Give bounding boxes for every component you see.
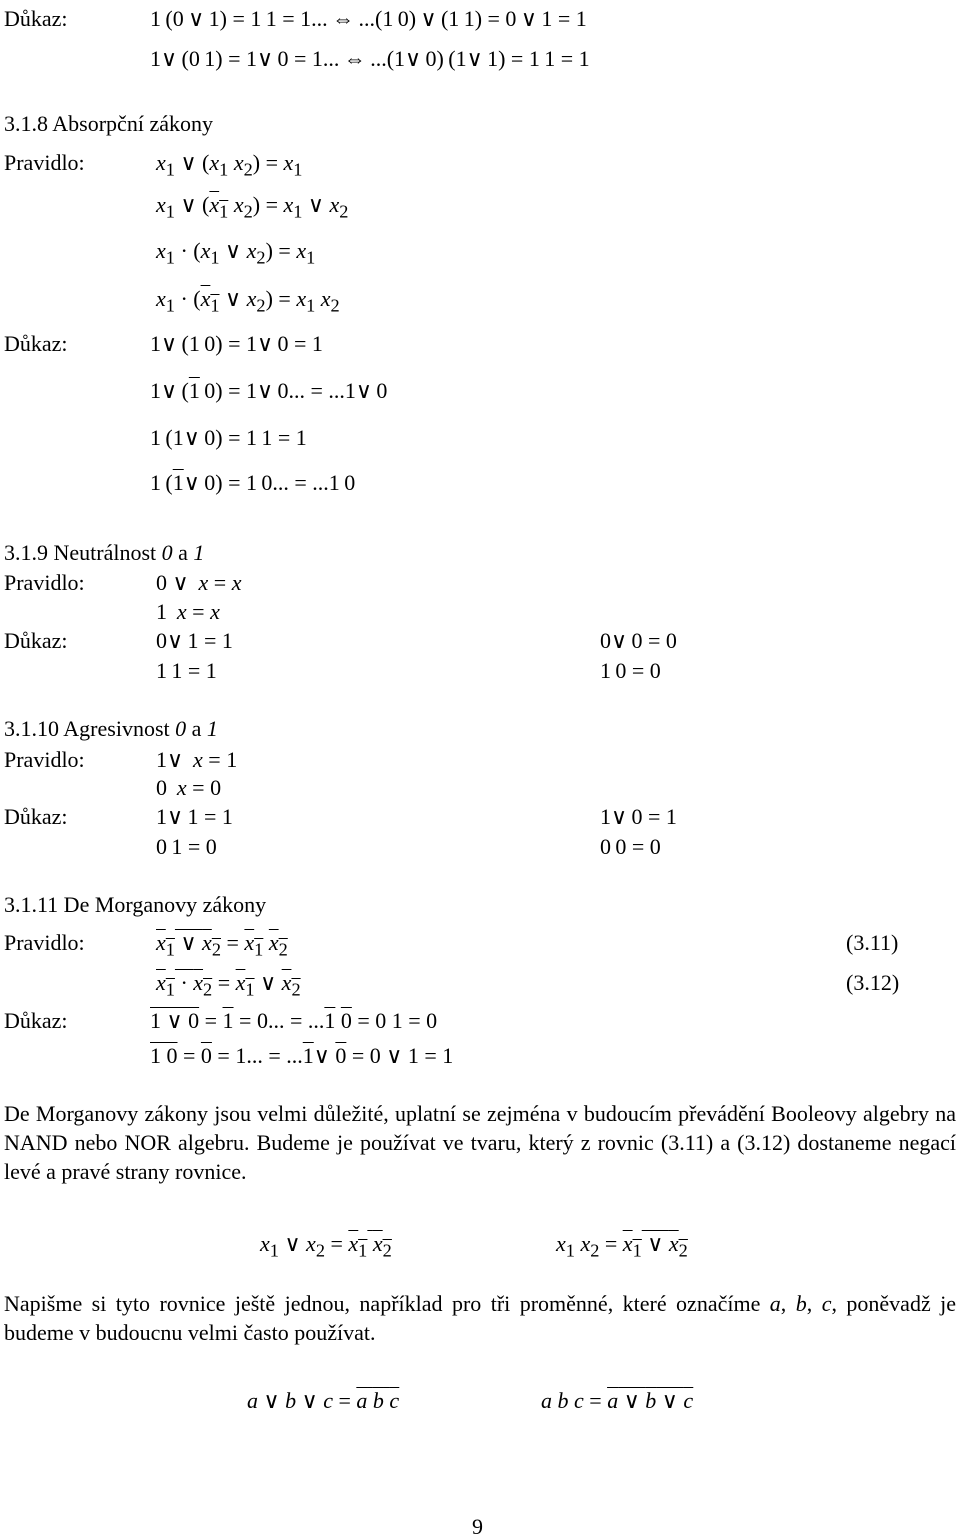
body-paragraph-1: De Morganovy zákony jsou velmi důležité, uplatní se zejména v budoucím převádění Booleovy algebry na NAND nebo NOR algebru. Budeme je používat ve tvaru, který z rovnic (3.11) a (3.12) dostaneme negací levé a pravé strany rovnice.: [4, 1101, 956, 1184]
absorption-proof-2: 1∨ (1 0) = 1∨ 0... = ...1∨ 0: [150, 378, 388, 403]
equation-number: (3.11): [846, 930, 899, 955]
proof-label: Důkaz:: [4, 804, 68, 829]
aggressive-rule-2: 0 x = 0: [156, 775, 222, 800]
aggressive-proof-2: 0 1 = 0: [156, 834, 217, 859]
proof-label: Důkaz:: [4, 1008, 68, 1033]
rule-label: Pravidlo:: [4, 150, 85, 175]
neutral-proof-1: 0∨ 1 = 1: [156, 628, 233, 653]
neutral-rule-1: 0 ∨ x = x: [156, 570, 242, 595]
three-variable-equation-1: a ∨ b ∨ c = a b c: [247, 1388, 400, 1413]
proof-formula-1: 1 (0 ∨ 1) = 1 1 = 1... ⇔ ...(1 0) ∨ (1 1) = 0 ∨ 1 = 1: [150, 6, 587, 31]
demorgan-rule-1: $x_1$ ∨ $x_2 = x_1$ $x_2$: [156, 930, 288, 960]
aggressive-proof-3: 1∨ 0 = 1: [600, 804, 677, 829]
neutral-proof-3: 0∨ 0 = 0: [600, 628, 677, 653]
neutral-proof-2: 1 1 = 1: [156, 658, 217, 683]
absorption-proof-3: 1 (1∨ 0) = 1 1 = 1: [150, 425, 307, 450]
rule-label: Pravidlo:: [4, 570, 85, 595]
equation-number: (3.12): [846, 970, 900, 995]
page-number: 9: [472, 1514, 483, 1539]
absorption-rule-1: $x_1$ ∨ ($x_1$ $x_2) = x_1$: [156, 150, 303, 180]
rule-label: Pravidlo:: [4, 747, 85, 772]
body-paragraph-2: Napišme si tyto rovnice ještě jednou, například pro tři proměnné, které označíme a, b, c, poněvadž je budeme v budoucnu velmi často používat.: [4, 1291, 957, 1345]
absorption-rule-4: $x_1 \cdot (x_1$ ∨ $x_2) = x_1$ $x_2$: [156, 286, 340, 316]
demorgan-rule-2: $x_1 \cdot x_2 = x_1$ ∨ $x_2$: [156, 970, 301, 1000]
proof-label: Důkaz:: [4, 6, 68, 31]
double-negation-equation-1: $x_1$ ∨ $x_2 = x_1$ $x_2$: [260, 1231, 392, 1261]
aggressive-proof-1: 1∨ 1 = 1: [156, 804, 233, 829]
section-heading-3-1-10: 3.1.10 Agresivnost 0 a 1: [4, 716, 218, 741]
proof-label: Důkaz:: [4, 628, 68, 653]
demorgan-proof-1: 1 ∨ 0 = 1 = 0... = ...1 0 = 0 1 = 0: [150, 1008, 438, 1033]
rule-label: Pravidlo:: [4, 930, 85, 955]
absorption-rule-2: $x_1$ ∨ ($x_1$ $x_2) = x_1$ ∨ $x_2$: [156, 192, 349, 222]
section-heading-3-1-11: 3.1.11 De Morganovy zákony: [4, 892, 267, 917]
aggressive-proof-4: 0 0 = 0: [600, 834, 661, 859]
neutral-proof-4: 1 0 = 0: [600, 658, 661, 683]
three-variable-equation-2: a b c = a ∨ b ∨ c: [541, 1388, 694, 1413]
proof-label: Důkaz:: [4, 331, 68, 356]
absorption-rule-3: $x_1 \cdot (x_1$ ∨ $x_2) = x_1$: [156, 238, 316, 268]
neutral-rule-2: 1 x = x: [156, 599, 220, 624]
proof-formula-2: 1∨ (0 1) = 1∨ 0 = 1... ⇔ ...(1∨ 0) (1∨ 1) = 1 1 = 1: [150, 46, 590, 71]
absorption-proof-1: 1∨ (1 0) = 1∨ 0 = 1: [150, 331, 323, 356]
double-negation-equation-2: $x_1$ $x_2 = x_1$ ∨ $x_2$: [556, 1231, 688, 1261]
demorgan-proof-2: 1 0 = 0 = 1... = ...1∨ 0 = 0 ∨ 1 = 1: [150, 1043, 454, 1068]
aggressive-rule-1: 1∨ x = 1: [156, 747, 238, 772]
absorption-proof-4: 1 (1∨ 0) = 1 0... = ...1 0: [150, 470, 356, 495]
section-heading-3-1-9: 3.1.9 Neutrálnost 0 a 1: [4, 540, 205, 565]
section-heading-3-1-8: 3.1.8 Absorpční zákony: [4, 111, 213, 136]
